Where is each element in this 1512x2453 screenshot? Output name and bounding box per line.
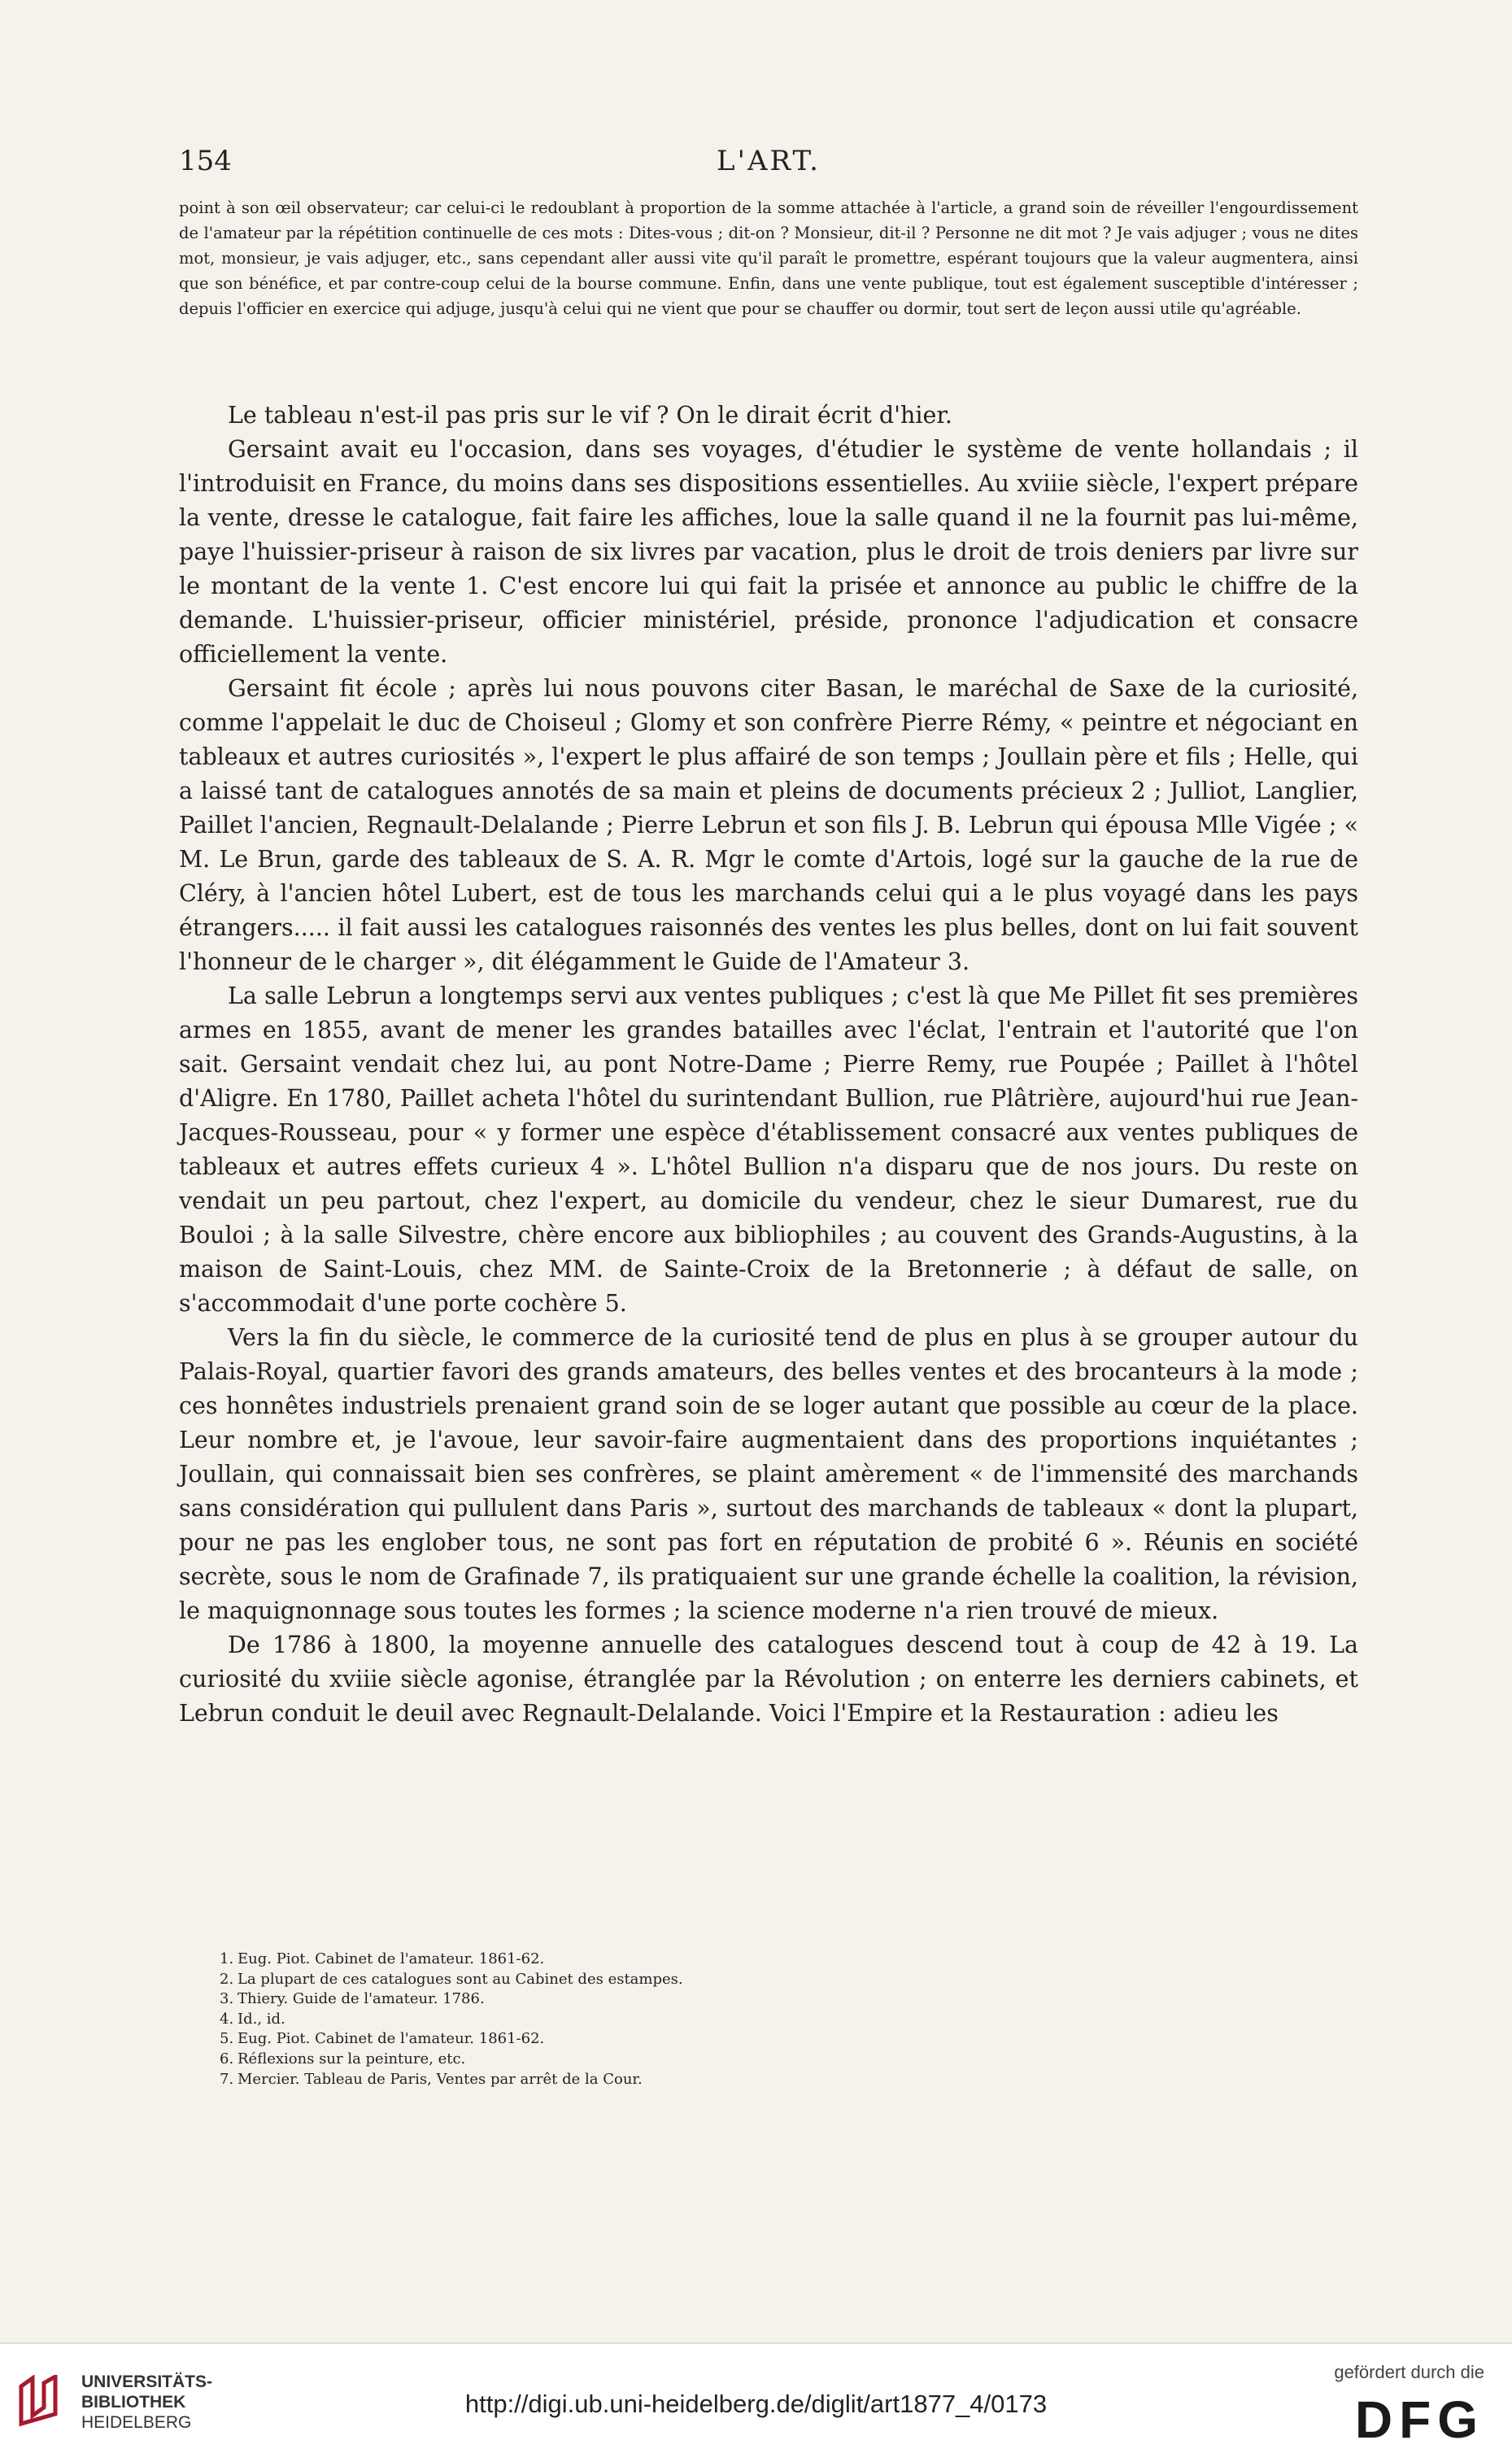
footnotes [220,1950,1033,2089]
library-name-line: HEIDELBERG [81,2413,192,2432]
footnote-text: Réflexions sur la peinture, etc. [237,2050,466,2067]
footnote [220,2010,1033,2030]
funded-by-label: gefördert durch die [1334,2362,1484,2382]
intro-paragraph: point à son œil observateur; car celui-ci le redoublant à proportion de la somme attachée à l'article, a grand soin de réveiller l'engourdissement de l'amateur par la répétition continuelle de ces mots : Dites-vous ; dit-on ? Monsieur, dit-il ? Personne ne dit mot ? Je vais adjuger ; vous ne dites mot, monsieur, je vais adjuger, etc., sans cependant aller aussi vite qu'il paraît le promettre, espérant toujours que la valeur augmentera, ainsi que son bénéfice, et par contre-coup celui de la bourse commune. Enfin, dans une vente publique, tout est également susceptible d'intéresser ; depuis l'officier en exercice qui adjuge, jusqu'à celui qui ne vient que pour se chauffer ou dormir, tout sert de leçon aussi utile qu'agréable. [179,198,1358,318]
footnote [220,1950,1033,1970]
permalink-url[interactable]: http://digi.ub.uni-heidelberg.de/diglit/art1877_4/0173 [464,2390,1048,2418]
page-number: 154 [179,145,232,177]
footnote [220,2050,1033,2070]
footnote-number: 1. [220,1950,234,1967]
body-text [179,399,1358,1731]
paragraph: Gersaint fit école ; après lui nous pouvons citer Basan, le maréchal de Saxe de la curiosité, comme l'appelait le duc de Choiseul ; Glomy et son confrère Pierre Rémy, « peintre et négociant en tableaux et autres curiosités », l'expert le plus affairé de son temps ; Joullain père et fils ; Helle, qui a laissé tant de catalogues annotés de sa main et pleins de documents précieux 2 ; Julliot, Langlier, Paillet l'ancien, Regnault-Delalande ; Pierre Lebrun et son fils J. B. Lebrun qui épousa Mlle Vigée ; « M. Le Brun, garde des tableaux de S. A. R. Mgr le comte d'Artois, logé sur la gauche de la rue de Cléry, à l'ancien hôtel Lubert, est de tous les marchands celui qui a le plus voyagé dans les pays étrangers..... il fait aussi les catalogues raisonnés des ventes les plus belles, dont on lui fait souvent l'honneur de le charger », dit élégamment le Guide de l'Amateur 3. [179,675,1358,975]
footnote-text: Thiery. Guide de l'amateur. 1786. [237,1990,485,2008]
library-name-line: UNIVERSITÄTS- [81,2372,213,2391]
paragraph: Vers la fin du siècle, le commerce de la curiosité tend de plus en plus à se grouper autour du Palais-Royal, quartier favori des grands amateurs, des belles ventes et des brocanteurs à la mode ; ces honnêtes industriels prenaient grand soin de se loger autant que possible au cœur de la place. Leur nombre et, je l'avoue, leur savoir-faire augmentaient dans des proportions inquiétantes ; Joullain, qui connaissait bien ses confrères, se plaint amèrement « de l'immensité des marchands sans considération qui pullulent dans Paris », surtout des marchands de tableaux « dont la plupart, pour ne pas les englober tous, ne sont pas fort en réputation de probité 6 ». Réunis en société secrète, sous le nom de Grafinade 7, ils pratiquaient sur une grande échelle la coalition, la révision, le maquignonnage sous toutes les formes ; la science moderne n'a rien trouvé de mieux. [179,1324,1358,1624]
footnote [220,2070,1033,2090]
library-name-line: BIBLIOTHEK [81,2393,186,2412]
footnote [220,1989,1033,2010]
footnote-text: Eug. Piot. Cabinet de l'amateur. 1861-62. [237,1950,545,1967]
footnote-number: 5. [220,2030,234,2048]
running-title: L'ART. [717,145,821,177]
footnote-number: 7. [220,2070,234,2088]
digitization-footer [0,2342,1512,2453]
footnote-number: 2. [220,1970,234,1988]
footnote-text: La plupart de ces catalogues sont au Cabinet des estampes. [237,1970,683,1988]
footnote-number: 6. [220,2050,234,2067]
paragraph: Le tableau n'est-il pas pris sur le vif ? On le dirait écrit d'hier. [228,402,952,429]
paragraph: De 1786 à 1800, la moyenne annuelle des catalogues descend tout à coup de 42 à 19. La curiosité du xviiie siècle agonise, étranglée par la Révolution ; on enterre les derniers cabinets, et Lebrun conduit le deuil avec Regnault-Delalande. Voici l'Empire et la Restauration : adieu les [179,1632,1358,1727]
footnote-text: Eug. Piot. Cabinet de l'amateur. 1861-62. [237,2030,545,2048]
paragraph: Gersaint avait eu l'occasion, dans ses voyages, d'étudier le système de vente hollandais ; il l'introduisit en France, du moins dans ses dispositions essentielles. Au xviiie siècle, l'expert prépare la vente, dresse le catalogue, fait faire les affiches, loue la salle quand il ne la fournit pas lui-même, paye l'huissier-priseur à raison de six livres par vacation, plus le droit de trois deniers par livre sur le montant de la vente 1. C'est encore lui qui fait la prisée et annonce au public le chiffre de la demande. L'huissier-priseur, officier ministériel, préside, prononce l'adjudication et consacre officiellement la vente. [179,436,1358,668]
page-header [179,145,1358,194]
dfg-logo: DFG [1354,2390,1484,2449]
footnote [220,2029,1033,2050]
footnote [220,1970,1033,1990]
footnote-text: Mercier. Tableau de Paris, Ventes par arrêt de la Cour. [237,2070,643,2088]
footnote-number: 3. [220,1990,234,2008]
paragraph: La salle Lebrun a longtemps servi aux ventes publiques ; c'est là que Me Pillet fit ses premières armes en 1855, avant de mener les grandes batailles avec l'éclat, l'entrain et l'autorité que l'on sait. Gersaint vendait chez lui, au pont Notre-Dame ; Pierre Remy, rue Poupée ; Paillet à l'hôtel d'Aligre. En 1780, Paillet acheta l'hôtel du surintendant Bullion, rue Plâtrière, aujourd'hui rue Jean-Jacques-Rousseau, pour « y former une espèce d'établissement consacré aux ventes publiques de tableaux et autres effets curieux 4 ». L'hôtel Bullion n'a disparu que de nos jours. Du reste on vendait un peu partout, chez l'expert, au domicile du vendeur, chez le sieur Dumarest, rue du Bouloi ; à la salle Silvestre, chère encore aux bibliophiles ; au couvent des Grands-Augustins, à la maison de Saint-Louis, chez MM. de Sainte-Croix de la Bretonnerie ; à défaut de salle, on s'accommodait d'une porte cochère 5. [179,983,1358,1317]
footnote-text: Id., id. [237,2010,285,2028]
footnote-number: 4. [220,2010,234,2028]
